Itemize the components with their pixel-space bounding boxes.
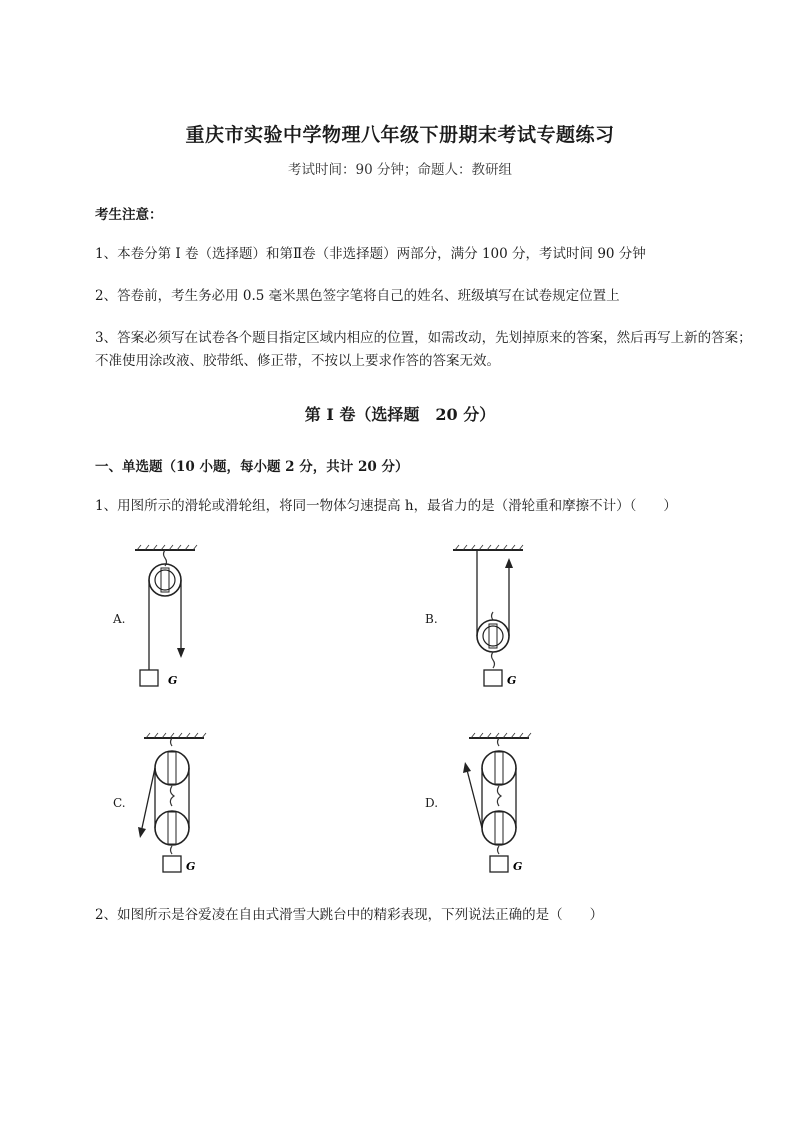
- notice-item-2: 2、答卷前，考生务必用 0.5 毫米黑色签字笔将自己的姓名、班级填写在试卷规定位置上: [95, 288, 620, 304]
- question-2-text: 2、如图所示是谷爱凌在自由式滑雪大跳台中的精彩表现，下列说法正确的是（ ）: [95, 907, 604, 923]
- page-title: 重庆市实验中学物理八年级下册期末考试专题练习: [185, 124, 615, 146]
- option-a-label: A.: [113, 612, 126, 626]
- weight-label-a: G: [168, 674, 178, 687]
- exam-info: 考试时间：90 分钟；命题人：教研组: [288, 162, 512, 178]
- weight-label-d: G: [513, 860, 523, 873]
- option-d-label: D.: [425, 796, 439, 810]
- weight-label-b: G: [507, 674, 517, 687]
- question-1-text: 1、用图所示的滑轮或滑轮组，将同一物体匀速提高 h，最省力的是（滑轮重和摩擦不计）（ ）: [95, 498, 677, 514]
- notice-heading: 考生注意：: [95, 207, 163, 223]
- option-b-label: B.: [425, 612, 438, 626]
- option-c-label: C.: [113, 796, 126, 810]
- section-title: 第 I 卷（选择题 20 分）: [304, 405, 496, 424]
- question-group-heading: 一、单选题（10 小题，每小题 2 分，共计 20 分）: [95, 459, 409, 475]
- notice-item-3: 3、答案必须写在试卷各个题目指定区域内相应的位置，如需改动，先划掉原来的答案，然后再写上新的答案；不准使用涂改液、胶带纸、修正带，不按以上要求作答的答案无效。: [95, 330, 752, 369]
- notice-item-1: 1、本卷分第 I 卷（选择题）和第Ⅱ卷（非选择题）两部分，满分 100 分，考试时间 90 分钟: [95, 246, 646, 262]
- pulley-figure-c: [130, 728, 240, 883]
- pulley-figure-b: [445, 540, 555, 695]
- pulley-figure-d: [455, 728, 565, 883]
- weight-label-c: G: [186, 860, 196, 873]
